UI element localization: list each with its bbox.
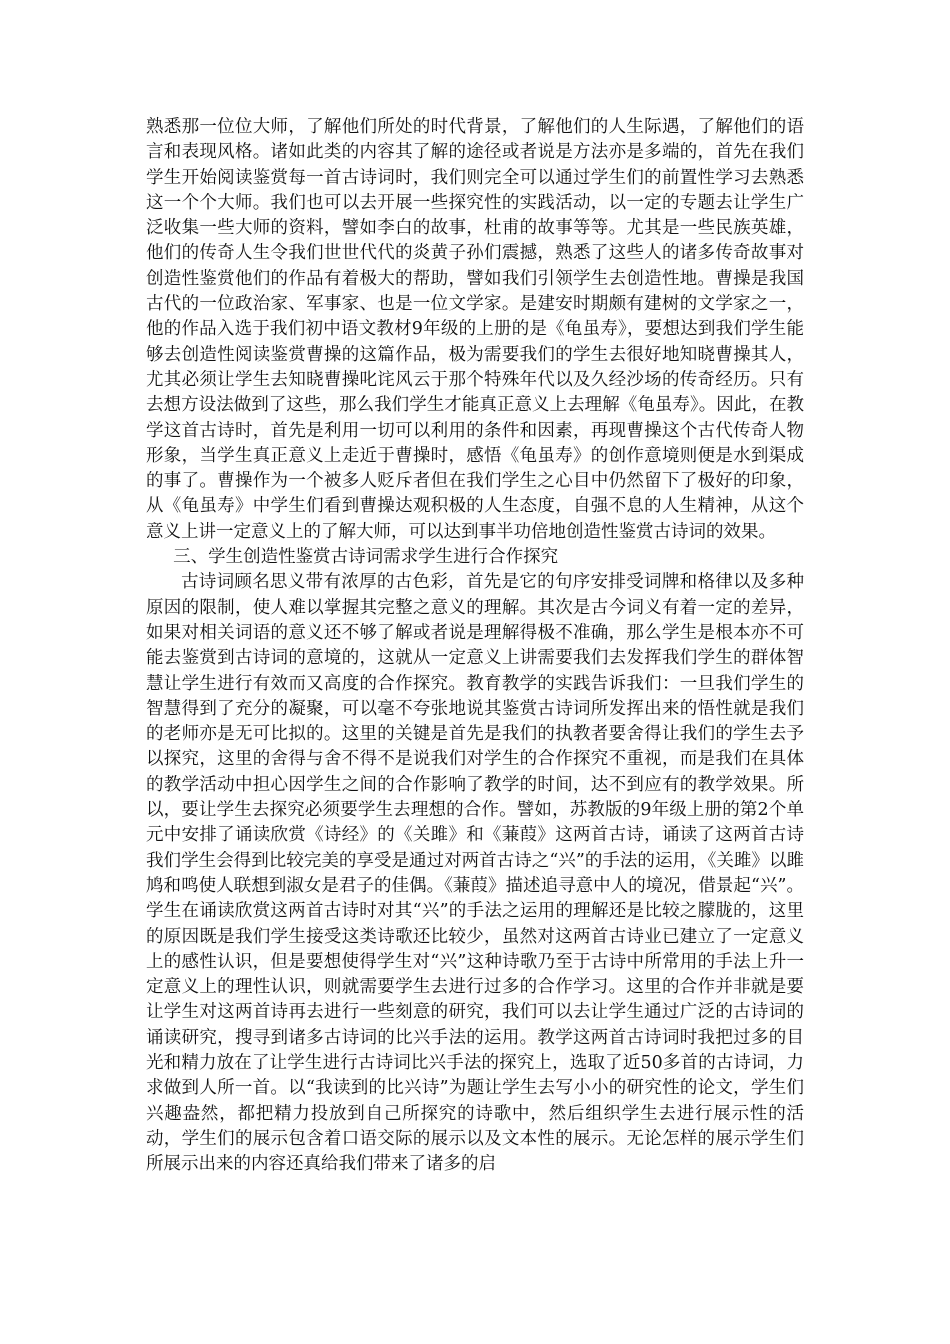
section-heading: 三、学生创造性鉴赏古诗词需求学生进行合作探究 [173,547,559,568]
paragraph-body: 古诗词顾名思义带有浓厚的古色彩，首先是它的句序安排受词牌和格律以及多种原因的限制，使人难以掌握其完整之意义的理解。其次是古今词义有着一定的差异，如果对相关词语的意义还不够了解或者说是理解得极不准确，那么学生是根本亦不可能去鉴赏到古诗词的意境的，这就从一定意义上讲需要我们去发挥我们学生的群体智慧让学生进行有效而又高度的合作探究。教育教学的实践告诉我们：一旦我们学生的智慧得到了充分的凝聚，可以毫不夸张地说其鉴赏古诗词所发挥出来的悟性就是我们的老师亦是无可比拟的。这里的关键是首先是我们的执教者要舍得让我们的学生去予以探究，这里的舍得与舍不得不是说我们对学生的合作探究不重视，而是我们在具体的教学活动中担心因学生之间的合作影响了教学的时间，达不到应有的教学效果。所以，要让学生去探究必须要学生去理想的合作。譬如，苏教版的9年级上册的第2个单元中安排了诵读欣赏《诗经》的《关雎》和《蒹葭》这两首古诗，诵读了这两首古诗我们学生会得到比较完美的享受是通过对两首古诗之“兴”的手法的运用，《关雎》以雎鸠和鸣使人联想到淑女是君子的佳偶。《蒹葭》描述追寻意中人的境况，借景起“兴”。学生在诵读欣赏这两首古诗时对其“兴”的手法之运用的理解还是比较之朦胧的，这里的原因既是我们学生接受这类诗歌还比较少，虽然对这两首古诗业已建立了一定意义上的感性认识，但是要想使得学生对“兴”这种诗歌乃至于古诗中所常用的手法上升一定意义上的理性认识，则就需要学生去进行过多的合作学习。这里的合作并非就是要让学生对这两首诗再去进行一些刻意的研究，我们可以去让学生通过广泛的古诗词的诵读研究，搜寻到诸多古诗词的比兴手法的运用。教学这两首古诗词时我把过多的目光和精力放在了让学生进行古诗词比兴手法的探究上，选取了近50多首的古诗词，力求做到人所一首。以“我读到的比兴诗”为题让学生去写小小的研究性的论文，学生们兴趣盎然，都把精力投放到自己所探究的诗歌中，然后组织学生去进行展示性的活动，学生们的展示包含着口语交际的展示以及文本性的展示。无论怎样的展示学生们所展示出来的内容还真给我们带来了诸多的启 [146,572,804,1175]
document-body [146,115,804,1177]
paragraph-continuation: 熟悉那一位位大师，了解他们所处的时代背景，了解他们的人生际遇，了解他们的语言和表现风格。诸如此类的内容其了解的途径或者说是方法亦是多端的，首先在我们学生开始阅读鉴赏每一首古诗词时，我们则完全可以通过学生们的前置性学习去熟悉这一个个大师。我们也可以去开展一些探究性的实践活动，以一定的专题去让学生广泛收集一些大师的资料，譬如李白的故事，杜甫的故事等等。尤其是一些民族英雄，他们的传奇人生令我们世世代代的炎黄子孙们震撼，熟悉了这些人的诸多传奇故事对创造性鉴赏他们的作品有着极大的帮助，譬如我们引领学生去创造性地。曹操是我国古代的一位政治家、军事家、也是一位文学家。是建安时期颇有建树的文学家之一，他的作品入选于我们初中语文教材9年级的上册的是《龟虽寿》，要想达到我们学生能够去创造性阅读鉴赏曹操的这篇作品，极为需要我们的学生去很好地知晓曹操其人，尤其必须让学生去知晓曹操叱诧风云于那个特殊年代以及久经沙场的传奇经历。只有去想方设法做到了这些，那么我们学生才能真正意义上去理解《龟虽寿》。因此，在教学这首古诗时，首先是利用一切可以利用的条件和因素，再现曹操这个古代传奇人物形象，当学生真正意义上走近于曹操时，感悟《龟虽寿》的创作意境则便是水到渠成的事了。曹操作为一个被多人贬斥者但在我们学生之心目中仍然留下了极好的印象，从《龟虽寿》中学生们看到曹操达观积极的人生态度，自强不息的人生精神，从这个意义上讲一定意义上的了解大师，可以达到事半功倍地创造性鉴赏古诗词的效果。 [146,117,804,542]
